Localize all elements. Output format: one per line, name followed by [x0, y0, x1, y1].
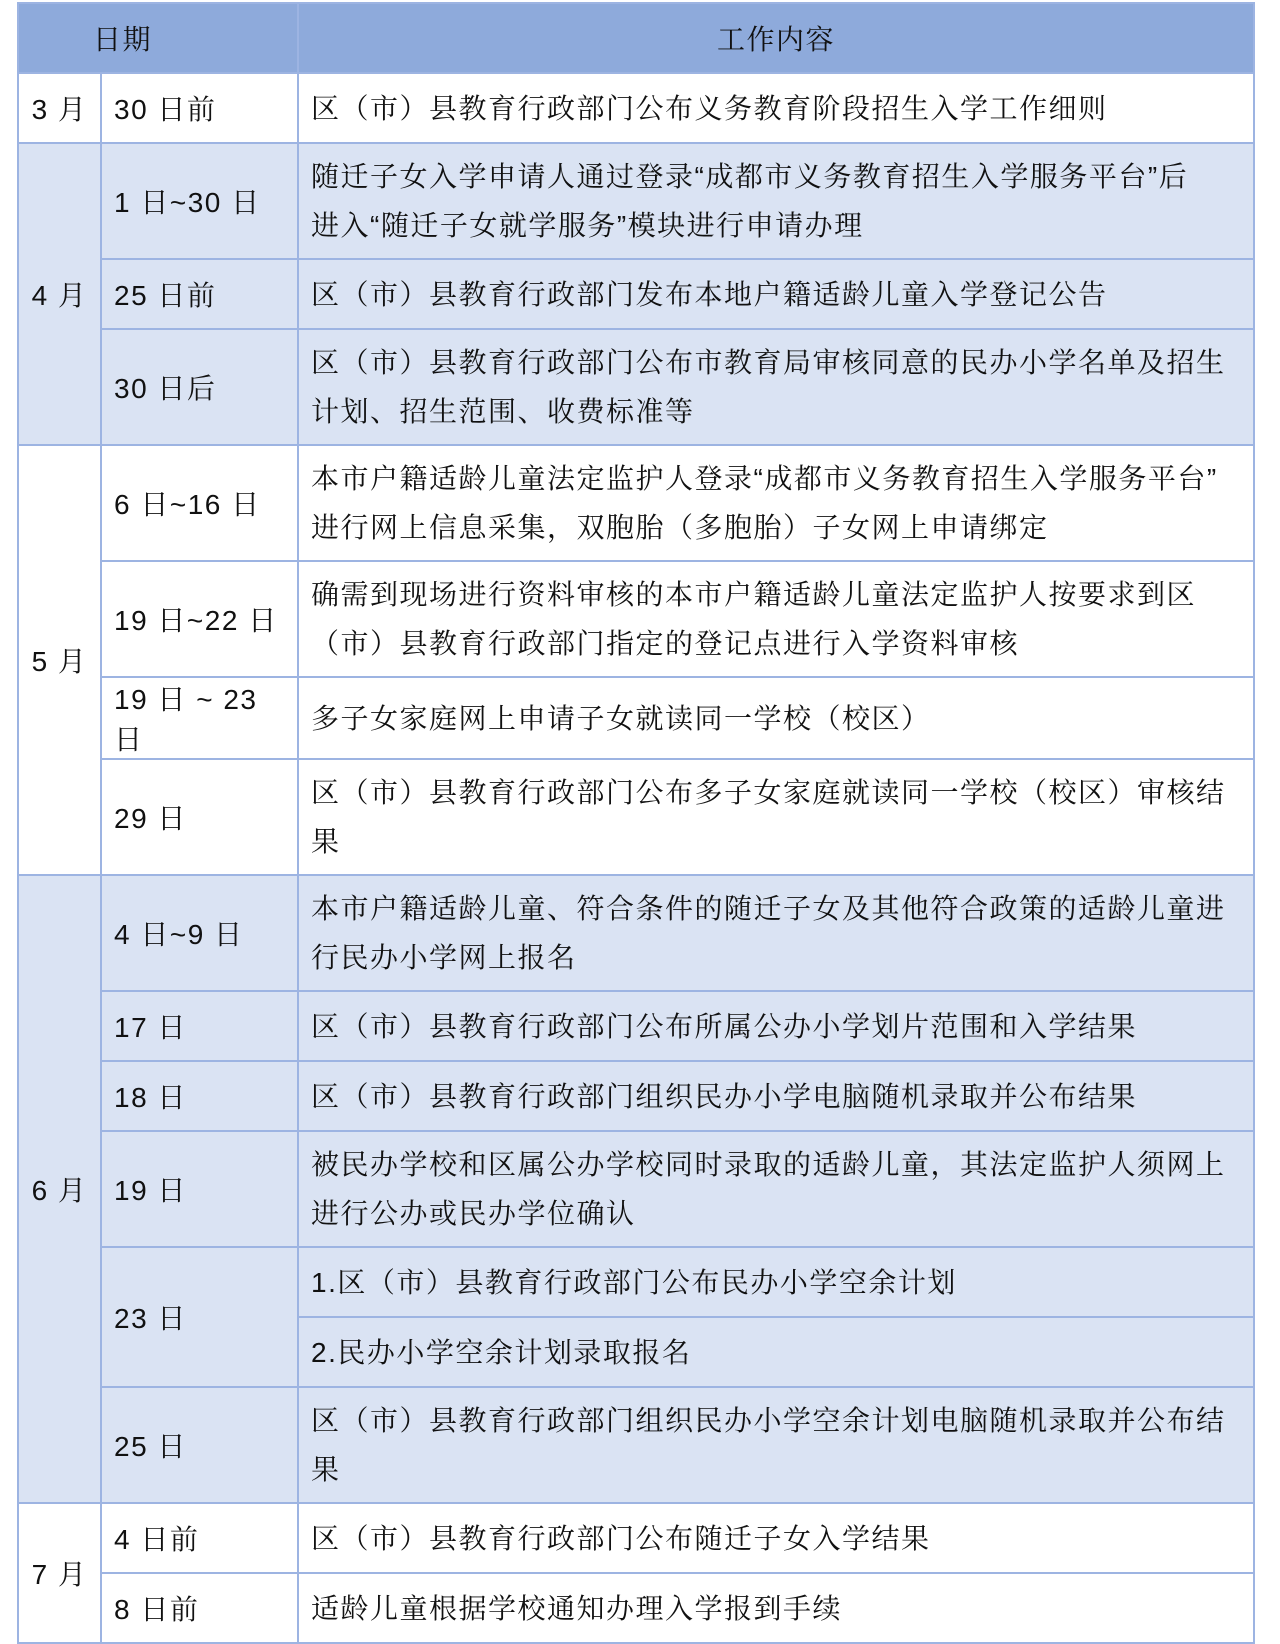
content-line: 本市户籍适龄儿童法定监护人登录“成都市义务教育招生入学服务平台” [311, 463, 1218, 494]
content-cell [298, 259, 1254, 329]
content-cell [298, 875, 1254, 991]
header-content: 工作内容 [298, 3, 1254, 73]
table-header-row [18, 3, 1254, 73]
content-cell [298, 73, 1254, 143]
content-line: 随迁子女入学申请人通过登录“成都市义务教育招生入学服务平台”后 [311, 161, 1189, 192]
content-cell [298, 445, 1254, 561]
content-cell [298, 1317, 1254, 1387]
month-cell: 3 月 [18, 73, 101, 143]
content-line: 果 [311, 826, 341, 857]
content-line: 区（市）县教育行政部门公布市教育局审核同意的民办小学名单及招生 [311, 347, 1226, 378]
content-line: 多子女家庭网上申请子女就读同一学校（校区） [311, 702, 931, 734]
content-cell [298, 1061, 1254, 1131]
date-cell: 17 日 [101, 991, 298, 1061]
table-row [18, 259, 1254, 329]
content-cell [298, 561, 1254, 677]
table-row [18, 143, 1254, 259]
content-line: 适龄儿童根据学校通知办理入学报到手续 [311, 1592, 843, 1624]
content-cell [298, 1131, 1254, 1247]
date-cell: 19 日~22 日 [101, 561, 298, 677]
content-line: 进行网上信息采集，双胞胎（多胞胎）子女网上申请绑定 [311, 512, 1049, 543]
content-cell [298, 1503, 1254, 1573]
content-line: 区（市）县教育行政部门组织民办小学电脑随机录取并公布结果 [311, 1080, 1138, 1112]
table-row [18, 759, 1254, 875]
content-line: 区（市）县教育行政部门发布本地户籍适龄儿童入学登记公告 [311, 278, 1108, 310]
table-row [18, 73, 1254, 143]
table-row [18, 875, 1254, 991]
date-cell: 4 日前 [101, 1503, 298, 1573]
month-cell: 6 月 [18, 875, 101, 1503]
date-cell: 8 日前 [101, 1573, 298, 1643]
content-line: 本市户籍适龄儿童、符合条件的随迁子女及其他符合政策的适龄儿童进 [311, 893, 1226, 924]
content-line: 行民办小学网上报名 [311, 942, 577, 973]
date-cell: 29 日 [101, 759, 298, 875]
table-row [18, 677, 1254, 759]
date-cell: 30 日后 [101, 329, 298, 445]
content-line: 进入“随迁子女就学服务”模块进行申请办理 [311, 210, 864, 241]
date-cell: 19 日 ~ 23 日 [101, 677, 298, 759]
enrollment-schedule-table [17, 2, 1255, 1644]
content-line: 计划、招生范围、收费标准等 [311, 396, 695, 427]
table-row [18, 1503, 1254, 1573]
content-cell [298, 677, 1254, 759]
table-row [18, 1387, 1254, 1503]
date-cell: 18 日 [101, 1061, 298, 1131]
content-cell [298, 1387, 1254, 1503]
content-line: 进行公办或民办学位确认 [311, 1198, 636, 1229]
content-line: 区（市）县教育行政部门公布多子女家庭就读同一学校（校区）审核结 [311, 777, 1226, 808]
content-cell [298, 143, 1254, 259]
date-cell: 25 日前 [101, 259, 298, 329]
content-line: （市）县教育行政部门指定的登记点进行入学资料审核 [311, 628, 1020, 659]
content-line: 2.民办小学空余计划录取报名 [311, 1336, 692, 1368]
content-cell [298, 1573, 1254, 1643]
content-cell [298, 1247, 1254, 1317]
table-row [18, 329, 1254, 445]
content-line: 区（市）县教育行政部门组织民办小学空余计划电脑随机录取并公布结 [311, 1405, 1226, 1436]
table-row [18, 1061, 1254, 1131]
table-row [18, 445, 1254, 561]
month-cell: 5 月 [18, 445, 101, 875]
content-cell [298, 759, 1254, 875]
content-line: 区（市）县教育行政部门公布所属公办小学划片范围和入学结果 [311, 1010, 1138, 1042]
table-row [18, 1573, 1254, 1643]
date-cell: 30 日前 [101, 73, 298, 143]
date-cell: 19 日 [101, 1131, 298, 1247]
date-cell: 1 日~30 日 [101, 143, 298, 259]
header-date: 日期 [18, 3, 298, 73]
table-body [18, 73, 1254, 1643]
date-cell: 6 日~16 日 [101, 445, 298, 561]
month-cell: 7 月 [18, 1503, 101, 1643]
date-cell: 4 日~9 日 [101, 875, 298, 991]
table-row [18, 561, 1254, 677]
date-cell: 25 日 [101, 1387, 298, 1503]
content-line: 确需到现场进行资料审核的本市户籍适龄儿童法定监护人按要求到区 [311, 579, 1197, 610]
content-line: 1.区（市）县教育行政部门公布民办小学空余计划 [311, 1266, 957, 1298]
table-row [18, 991, 1254, 1061]
content-cell [298, 991, 1254, 1061]
content-line: 区（市）县教育行政部门公布随迁子女入学结果 [311, 1522, 931, 1554]
content-cell [298, 329, 1254, 445]
content-line: 区（市）县教育行政部门公布义务教育阶段招生入学工作细则 [311, 92, 1108, 124]
content-line: 果 [311, 1454, 341, 1485]
table-row [18, 1247, 1254, 1317]
content-line: 被民办学校和区属公办学校同时录取的适龄儿童，其法定监护人须网上 [311, 1149, 1226, 1180]
month-cell: 4 月 [18, 143, 101, 445]
date-cell: 23 日 [101, 1247, 298, 1387]
table-row [18, 1131, 1254, 1247]
